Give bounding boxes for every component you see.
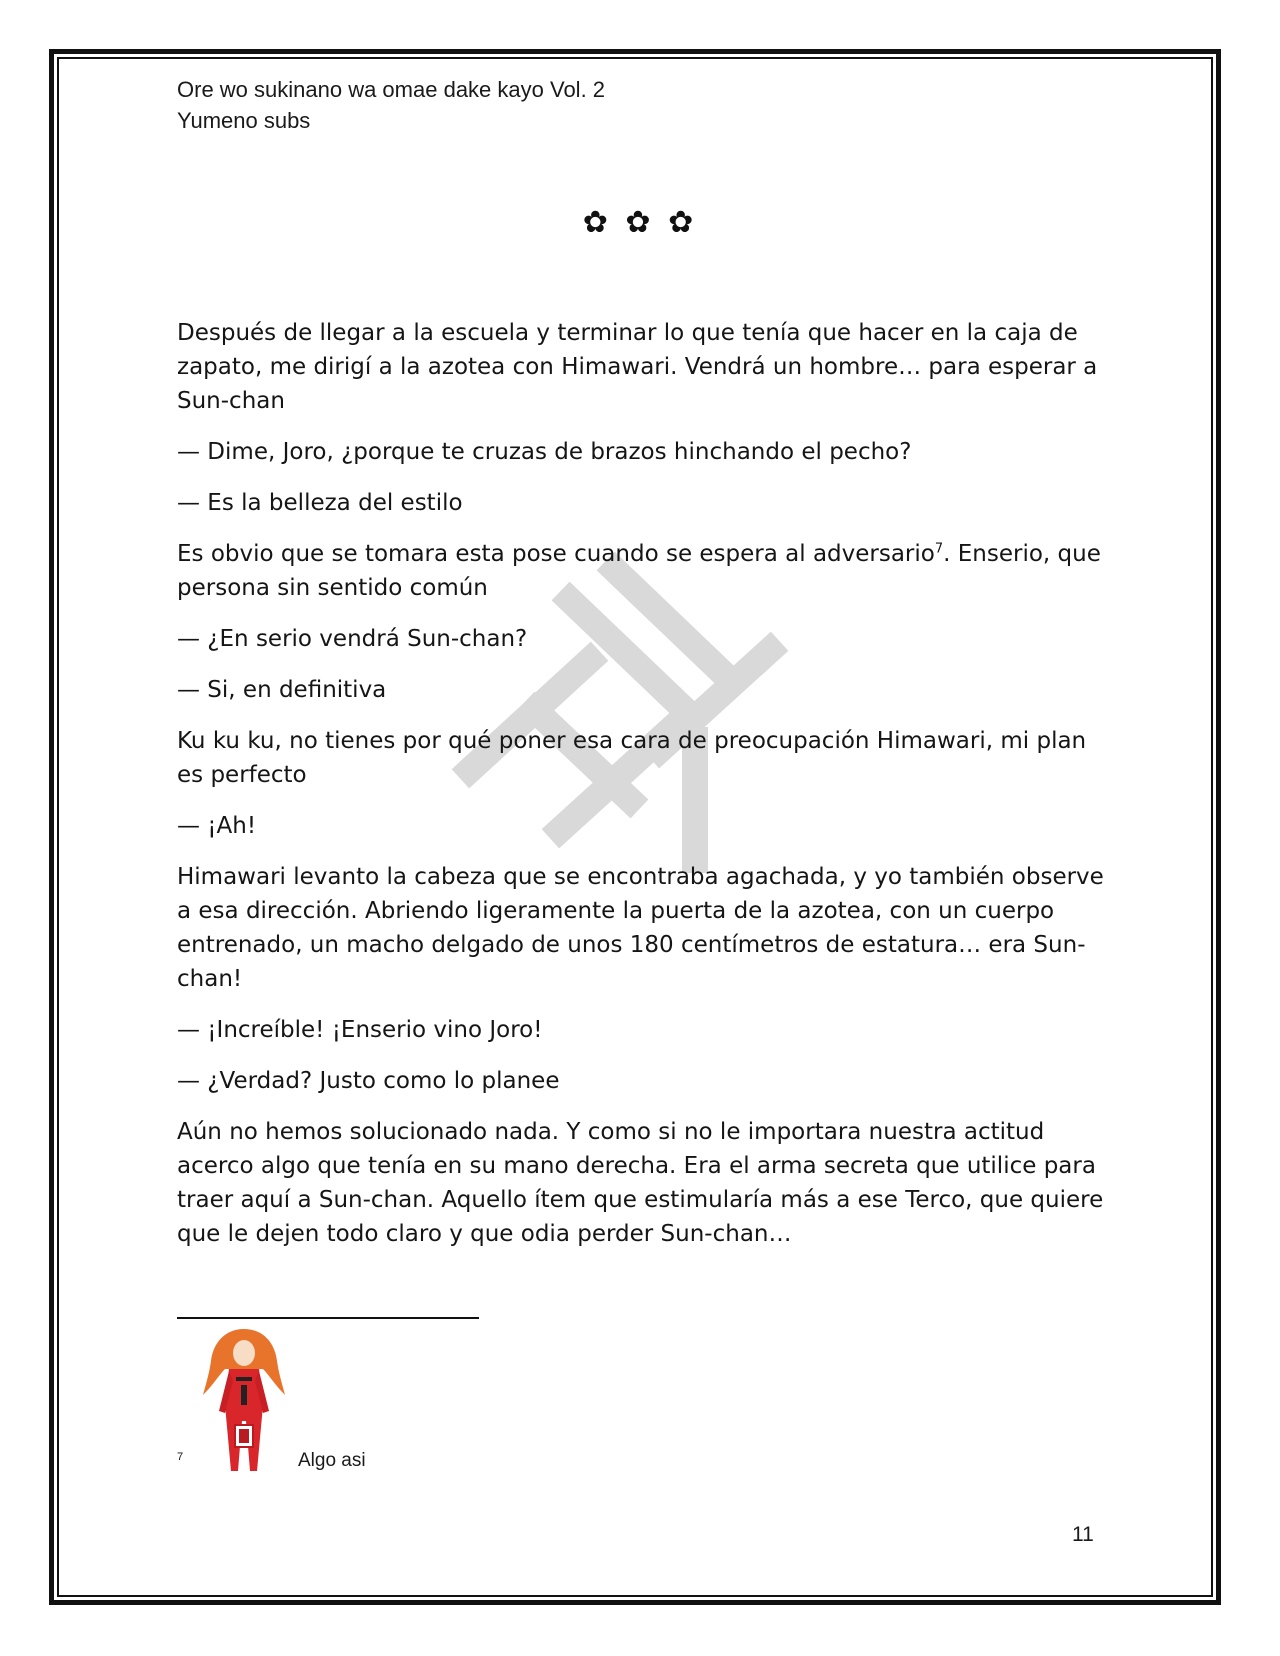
paragraph-text-continued: . Enserio, que persona sin sentido común <box>177 541 1101 601</box>
dialogue-line: — ¡Ah! <box>177 813 257 839</box>
paragraph: Ku ku ku, no tienes por qué poner esa cara de preocupación Himawari, mi plan es perfecto <box>177 728 1087 788</box>
paragraph-with-footnote <box>177 537 1107 605</box>
page-number: 11 <box>1072 1523 1094 1546</box>
paragraph: Después de llegar a la escuela y terminar lo que tenía que hacer en la caja de zapato, me dirigí a la azotea con Himawari. Vendrá un hombre… para esperar a Sun-chan <box>177 320 1098 414</box>
dialogue-line: — ¿En serio vendrá Sun-chan? <box>177 626 528 652</box>
dialogue-line: — ¡Increíble! ¡Enserio vino Joro! <box>177 1017 543 1043</box>
dialogue-line: — Si, en definitiva <box>177 677 387 703</box>
header-series-title: Ore wo sukinano wa omae dake kayo Vol. 2 <box>177 77 606 102</box>
paragraph: Himawari levanto la cabeza que se encontraba agachada, y yo también observe a esa dirección. Abriendo ligeramente la puerta de la azotea, con un cuerpo entrenado, un macho delgado de unos 180 centímetros de estatura… era Sun-chan! <box>177 864 1104 992</box>
header-group-name: Yumeno subs <box>177 108 311 133</box>
dialogue-line: — ¿Verdad? Justo como lo planee <box>177 1068 560 1094</box>
footnote-reference[interactable]: 7 <box>934 541 944 557</box>
section-separator: ✿ ✿ ✿ <box>582 205 698 240</box>
dialogue-line: — Dime, Joro, ¿porque te cruzas de brazos hinchando el pecho? <box>177 439 912 465</box>
footnote-marker: 7 <box>177 1451 184 1463</box>
paragraph-text: Es obvio que se tomara esta pose cuando se espera al adversario <box>177 541 935 567</box>
footnote-separator <box>177 1317 479 1319</box>
footnote-text: Algo asi <box>298 1450 366 1471</box>
footnote-character-image <box>203 1325 285 1471</box>
paragraph: Aún no hemos solucionado nada. Y como si no le importara nuestra actitud acerco algo que tenía en su mano derecha. Era el arma secreta que utilice para traer aquí a Sun-chan. Aquello ítem que estimularía más a ese Terco, que quiere que le dejen todo claro y que odia perder Sun-chan… <box>177 1119 1104 1247</box>
body-text <box>177 316 1107 1268</box>
dialogue-line: — Es la belleza del estilo <box>177 490 463 516</box>
running-header <box>177 74 605 136</box>
